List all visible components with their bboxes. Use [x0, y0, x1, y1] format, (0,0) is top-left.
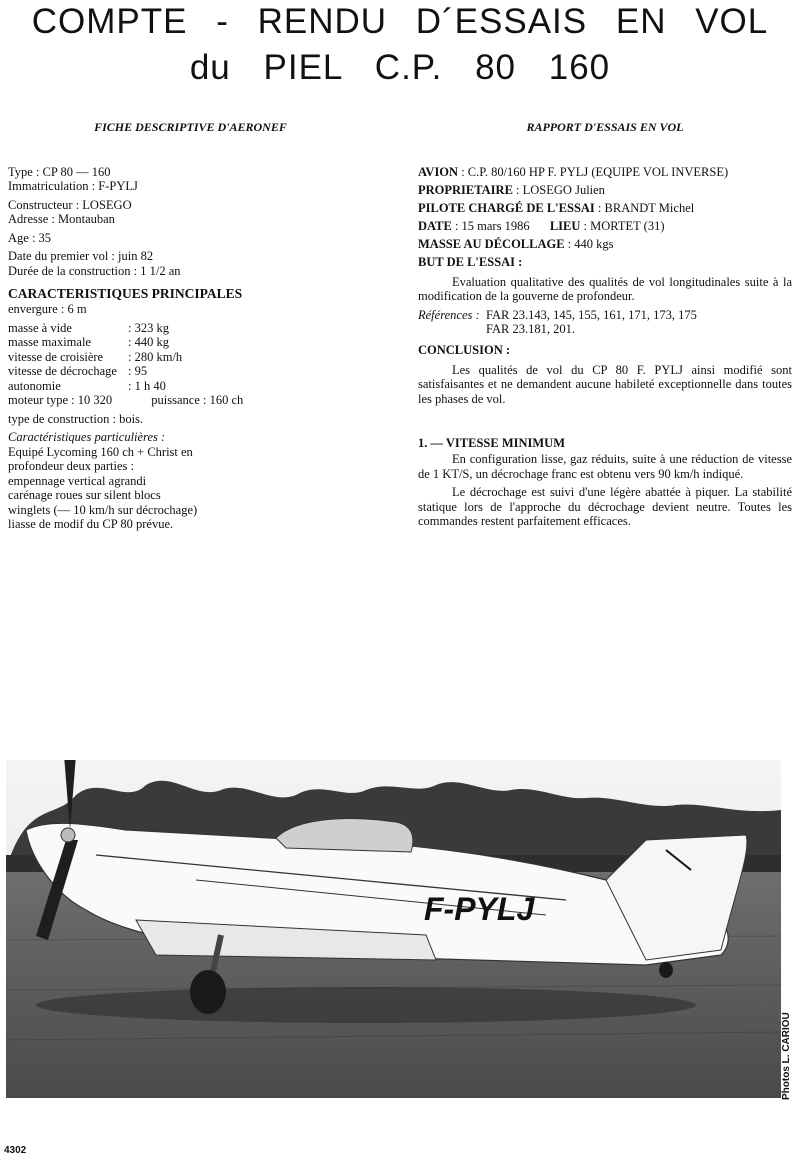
test-purpose-label: BUT DE L'ESSAI : — [418, 254, 523, 269]
spec-row — [8, 335, 393, 350]
particular-characteristics-heading: Caractéristiques particulières : — [8, 430, 166, 444]
pilot-label: PILOTE CHARGÉ DE L'ESSAI — [418, 200, 595, 215]
spec-row — [8, 350, 393, 365]
engine-power: puissance : 160 ch — [151, 393, 244, 407]
page-number: 4302 — [4, 1145, 27, 1156]
owner-label: PROPRIETAIRE — [418, 182, 513, 197]
engine-type: moteur type : 10 320 — [8, 393, 113, 407]
page-title-line2: du PIEL C.P. 80 160 — [189, 48, 611, 87]
type-line: Type : CP 80 — 160 — [8, 164, 111, 179]
engine-line — [8, 393, 393, 408]
spec-value: : 95 — [128, 364, 148, 378]
date-place-field — [418, 217, 792, 235]
spec-label: masse à vide — [8, 320, 72, 335]
particular-line: empennage vertical agrandi — [8, 473, 147, 488]
page-title-line1: COMPTE - RENDU D´ESSAIS EN VOL — [31, 2, 769, 41]
spec-row — [8, 379, 393, 394]
tail-wheel — [659, 962, 673, 978]
section1-paragraph2-body: Le décrochage est suivi d'une légère abattée à piquer. La stabilité statique lors de l'approche du décrochage devient neutre. Toutes les commandes restent parfaitement efficaces. — [418, 485, 792, 528]
spec-label: masse maximale — [8, 335, 91, 349]
aircraft-description-column — [8, 120, 393, 532]
owner-value: : LOSEGO Julien — [512, 182, 605, 197]
aircraft-registration: F-PYLJ — [424, 891, 535, 927]
pilot-value: : BRANDT Michel — [594, 200, 695, 215]
aircraft-field — [418, 163, 792, 181]
builder-line: Constructeur : LOSEGO — [8, 197, 132, 212]
place-label: LIEU — [549, 218, 581, 233]
main-wheel — [190, 970, 226, 1014]
conclusion-text — [418, 363, 792, 407]
date-label: DATE — [418, 218, 452, 233]
wingspan-line: envergure : 6 m — [8, 302, 87, 316]
spec-value: : 440 kg — [128, 335, 169, 349]
particular-line: Equipé Lycoming 160 ch + Christ en — [8, 444, 193, 459]
particular-line: carénage roues sur silent blocs — [8, 488, 161, 502]
main-characteristics-heading: CARACTERISTIQUES PRINCIPALES — [8, 286, 243, 301]
right-section-heading: RAPPORT D'ESSAIS EN VOL — [526, 120, 684, 134]
spec-label: vitesse de croisière — [8, 349, 104, 364]
spec-label: autonomie — [8, 378, 61, 393]
references-line1: FAR 23.143, 145, 155, 161, 171, 173, 175 — [486, 307, 697, 322]
first-flight-line: Date du premier vol : juin 82 — [8, 249, 154, 263]
spec-value: : 280 km/h — [128, 349, 183, 364]
aircraft-label: AVION — [418, 164, 459, 179]
test-purpose-text — [418, 275, 792, 304]
references-line2: FAR 23.181, 201. — [486, 322, 576, 336]
construction-type-line: type de construction : bois. — [8, 411, 144, 426]
references-label: Références : — [418, 307, 480, 322]
left-section-heading: FICHE DESCRIPTIVE D'AERONEF — [94, 120, 287, 134]
section1-paragraph1 — [418, 452, 792, 481]
takeoff-mass-value: : 440 kgs — [564, 236, 614, 251]
particular-line: winglets (— 10 km/h sur décrochage) — [8, 502, 198, 517]
spec-row — [8, 364, 393, 379]
address-line: Adresse : Montauban — [8, 212, 115, 226]
build-duration-line: Durée de la construction : 1 1/2 an — [8, 263, 181, 278]
particular-line: liasse de modif du CP 80 prévue. — [8, 517, 174, 531]
section1-title: 1. — VITESSE MINIMUM — [418, 436, 566, 450]
aircraft-value: : C.P. 80/160 HP F. PYLJ (EQUIPE VOL INVERSE) — [458, 164, 729, 179]
place-value: : MORTET (31) — [580, 218, 665, 233]
spec-value: : 1 h 40 — [128, 378, 166, 393]
takeoff-mass-label: MASSE AU DÉCOLLAGE — [418, 236, 565, 251]
flight-test-report-column — [418, 120, 792, 529]
spec-value: : 323 kg — [128, 320, 169, 335]
registration-line: Immatriculation : F-PYLJ — [8, 179, 138, 193]
spec-label: vitesse de décrochage — [8, 364, 117, 378]
section1-paragraph2 — [418, 485, 792, 529]
age-line: Age : 35 — [8, 230, 52, 245]
references — [418, 308, 792, 323]
section1-paragraph1-body: En configuration lisse, gaz réduits, suite à une réduction de vitesse de 1 KT/S, un décrochage franc est obtenu vers 90 km/h indiqué. — [418, 452, 792, 481]
test-purpose-body: Evaluation qualitative des qualités de vol longitudinales suite à la modification de la gouverne de profondeur. — [418, 274, 792, 303]
pilot-field — [418, 199, 792, 217]
particular-line: profondeur deux parties : — [8, 459, 135, 473]
photo-credit: Photos L. CARIOU — [781, 1012, 792, 1100]
spec-row — [8, 321, 393, 336]
date-value: : 15 mars 1986 — [451, 218, 530, 233]
takeoff-mass-field — [418, 235, 792, 253]
aircraft-photo — [6, 760, 781, 1098]
owner-field — [418, 181, 792, 199]
conclusion-body: Les qualités de vol du CP 80 F. PYLJ ainsi modifié sont satisfaisantes et ne demandent aucune habileté exceptionnelle dans toutes les phases de vol. — [418, 362, 792, 406]
conclusion-label: CONCLUSION : — [418, 342, 511, 357]
